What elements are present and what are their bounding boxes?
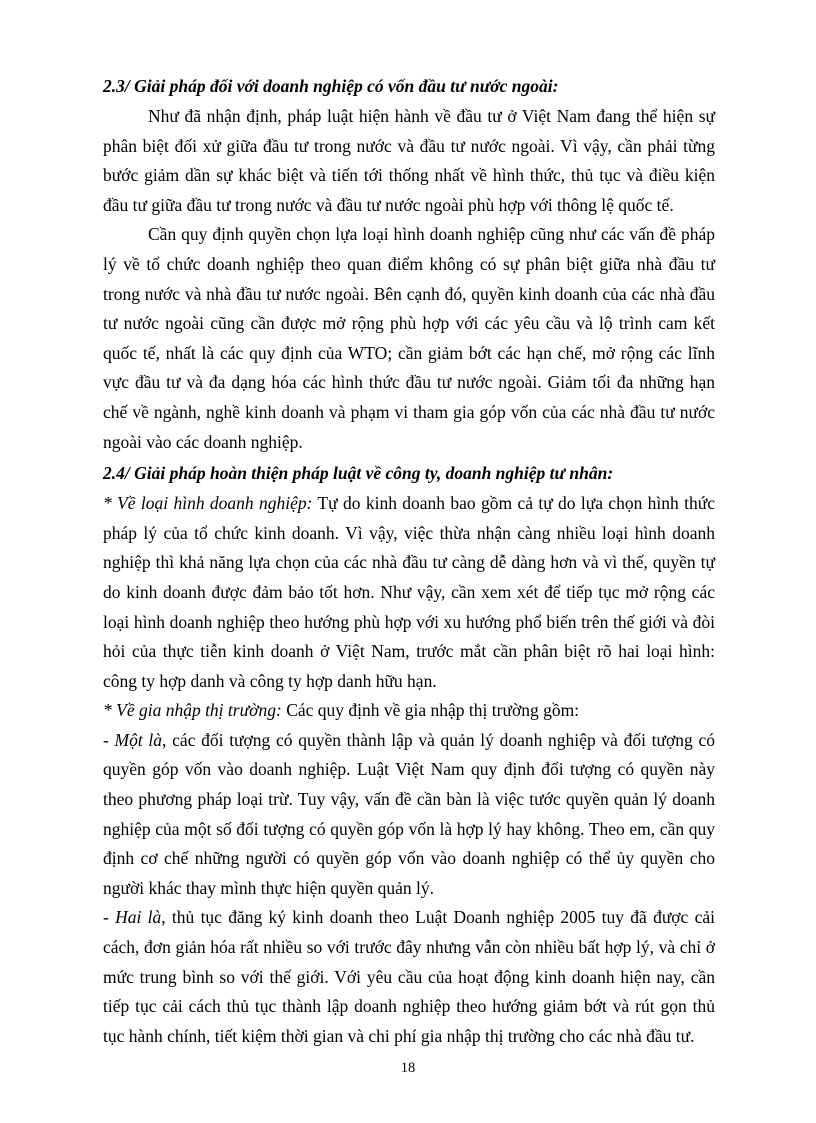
first-point-body: , các đối tượng có quyền thành lập và quản lý doanh nghiệp và đối tượng có quyền góp vốn vào doanh nghiệp. Luật Việt Nam quy định đối tượng có quyền này theo phương pháp loại trừ. Tuy vậy, vấn đề cần bàn là việc tước quyền quản lý doanh nghiệp của một số đối tượng có quyền góp vốn là hợp lý hay không. Theo em, cần quy định cơ chế những người có quyền góp vốn vào doanh nghiệp có thể ủy quyền cho người khác thay mình thực hiện quyền quản lý. <box>103 729 715 898</box>
page-number: 18 <box>400 1060 416 1076</box>
market-entry-body: Các quy định về gia nhập thị trường gồm: <box>281 700 580 721</box>
first-point-lead: Một là <box>114 729 163 750</box>
paragraph-first-point <box>103 726 715 904</box>
business-types-lead: * Về loại hình doanh nghiệp: <box>103 493 313 514</box>
paragraph-market-entry <box>103 696 715 726</box>
first-point-prefix: - <box>103 729 115 750</box>
paragraph-2-3-1: Như đã nhận định, pháp luật hiện hành về đầu tư ở Việt Nam đang thể hiện sự phân biệt đối xử giữa đầu tư trong nước và đầu tư nước ngoài. Vì vậy, cần phải từng bước giảm dần sự khác biệt và tiến tới thống nhất về hình thức, thủ tục và điều kiện đầu tư giữa đầu tư trong nước và đầu tư nước ngoài phù hợp với thông lệ quốc tế. <box>103 106 715 215</box>
paragraph-business-types <box>103 489 715 696</box>
business-types-body: Tự do kinh doanh bao gồm cả tự do lựa chọn hình thức pháp lý của tổ chức kinh doanh. Vì vậy, việc thừa nhận càng nhiều loại hình doanh nghiệp thì khả năng lựa chọn của các nhà đầu tư càng dễ dàng hơn và vì thế, quyền tự do kinh doanh được đảm bảo tốt hơn. Như vậy, cần xem xét để tiếp tục mở rộng các loại hình doanh nghiệp theo hướng phù hợp với xu hướng phổ biến trên thế giới và đòi hỏi của thực tiễn kinh doanh ở Việt Nam, trước mắt cần phân biệt rõ hai loại hình: công ty hợp danh và công ty hợp danh hữu hạn. <box>103 493 715 691</box>
document-page <box>103 70 715 1051</box>
section-heading-2-4: 2.4/ Giải pháp hoàn thiện pháp luật về công ty, doanh nghiệp tư nhân: <box>103 463 614 484</box>
paragraph-2-3-2: Cần quy định quyền chọn lựa loại hình doanh nghiệp cũng như các vấn đề pháp lý về tổ chức doanh nghiệp theo quan điểm không có sự phân biệt giữa nhà đầu tư trong nước và nhà đầu tư nước ngoài. Bên cạnh đó, quyền kinh doanh của các nhà đầu tư nước ngoài cũng cần được mở rộng phù hợp với các yêu cầu và lộ trình cam kết quốc tế, nhất là các quy định của WTO; cần giảm bớt các hạn chế, mở rộng các lĩnh vực đầu tư và đa dạng hóa các hình thức đầu tư nước ngoài. Giảm tối đa những hạn chế về ngành, nghề kinh doanh và phạm vi tham gia góp vốn của các nhà đầu tư nước ngoài vào các doanh nghiệp. <box>103 224 715 452</box>
second-point-prefix: - <box>103 907 116 928</box>
second-point-lead: Hai là <box>115 907 162 928</box>
second-point-body: , thủ tục đăng ký kinh doanh theo Luật Doanh nghiệp 2005 tuy đã được cải cách, đơn giản hóa rất nhiều so với trước đây nhưng vẫn còn nhiều bất hợp lý, và chỉ ở mức trung bình so với thế giới. Với yêu cầu của hoạt động kinh doanh hiện nay, cần tiếp tục cải cách thủ tục thành lập doanh nghiệp theo hướng giảm bớt và rút gọn thủ tục hành chính, tiết kiệm thời gian và chi phí gia nhập thị trường cho các nhà đầu tư. <box>103 907 715 1046</box>
section-heading-2-3: 2.3/ Giải pháp đối với doanh nghiệp có vốn đầu tư nước ngoài: <box>103 76 559 96</box>
market-entry-lead: * Về gia nhập thị trường: <box>103 700 282 721</box>
paragraph-second-point <box>103 903 715 1051</box>
